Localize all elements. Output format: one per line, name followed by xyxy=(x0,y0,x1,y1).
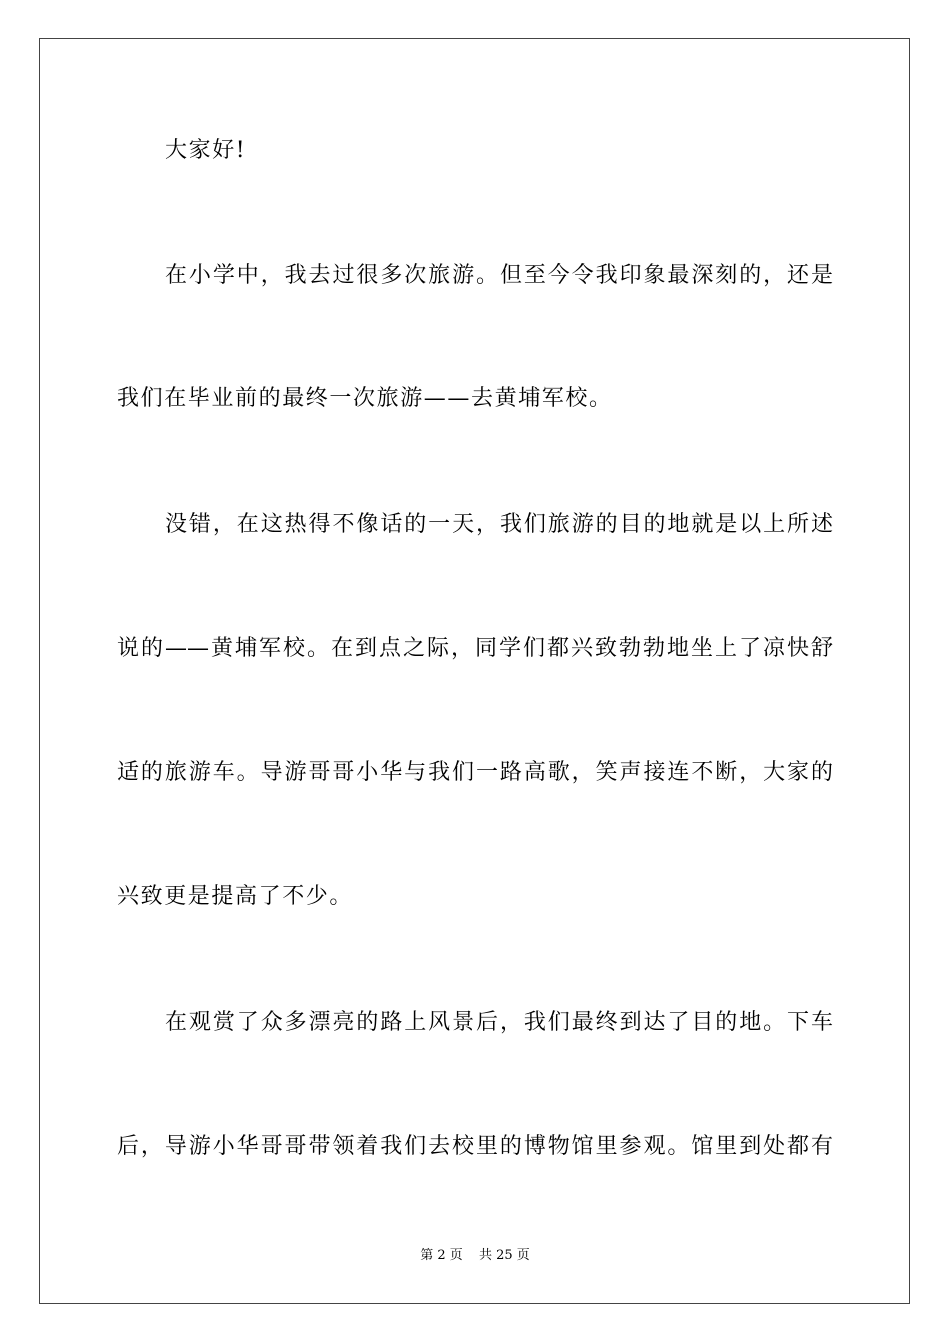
paragraph-1-line-1: 在小学中，我去过很多次旅游。但至今令我印象最深刻的，还是 xyxy=(165,263,833,288)
page-border xyxy=(39,38,910,1304)
page-footer xyxy=(0,1248,950,1264)
paragraph-2-line-3: 适的旅游车。导游哥哥小华与我们一路高歌，笑声接连不断，大家的 xyxy=(117,760,833,785)
paragraph-2-line-4: 兴致更是提高了不少。 xyxy=(117,884,354,909)
paragraph-3-line-1: 在观赏了众多漂亮的路上风景后，我们最终到达了目的地。下车 xyxy=(165,1010,833,1035)
paragraph-2-line-1: 没错，在这热得不像话的一天，我们旅游的目的地就是以上所述 xyxy=(165,512,833,537)
page-total: 共 25 页 xyxy=(478,1248,530,1263)
page-number: 第 2 页 xyxy=(420,1248,463,1263)
greeting-line: 大家好! xyxy=(165,138,247,163)
paragraph-2-line-2: 说的——黄埔军校。在到点之际，同学们都兴致勃勃地坐上了凉快舒 xyxy=(117,636,833,661)
paragraph-3-line-2: 后，导游小华哥哥带领着我们去校里的博物馆里参观。馆里到处都有 xyxy=(117,1134,833,1159)
paragraph-1-line-2: 我们在毕业前的最终一次旅游——去黄埔军校。 xyxy=(117,386,613,411)
